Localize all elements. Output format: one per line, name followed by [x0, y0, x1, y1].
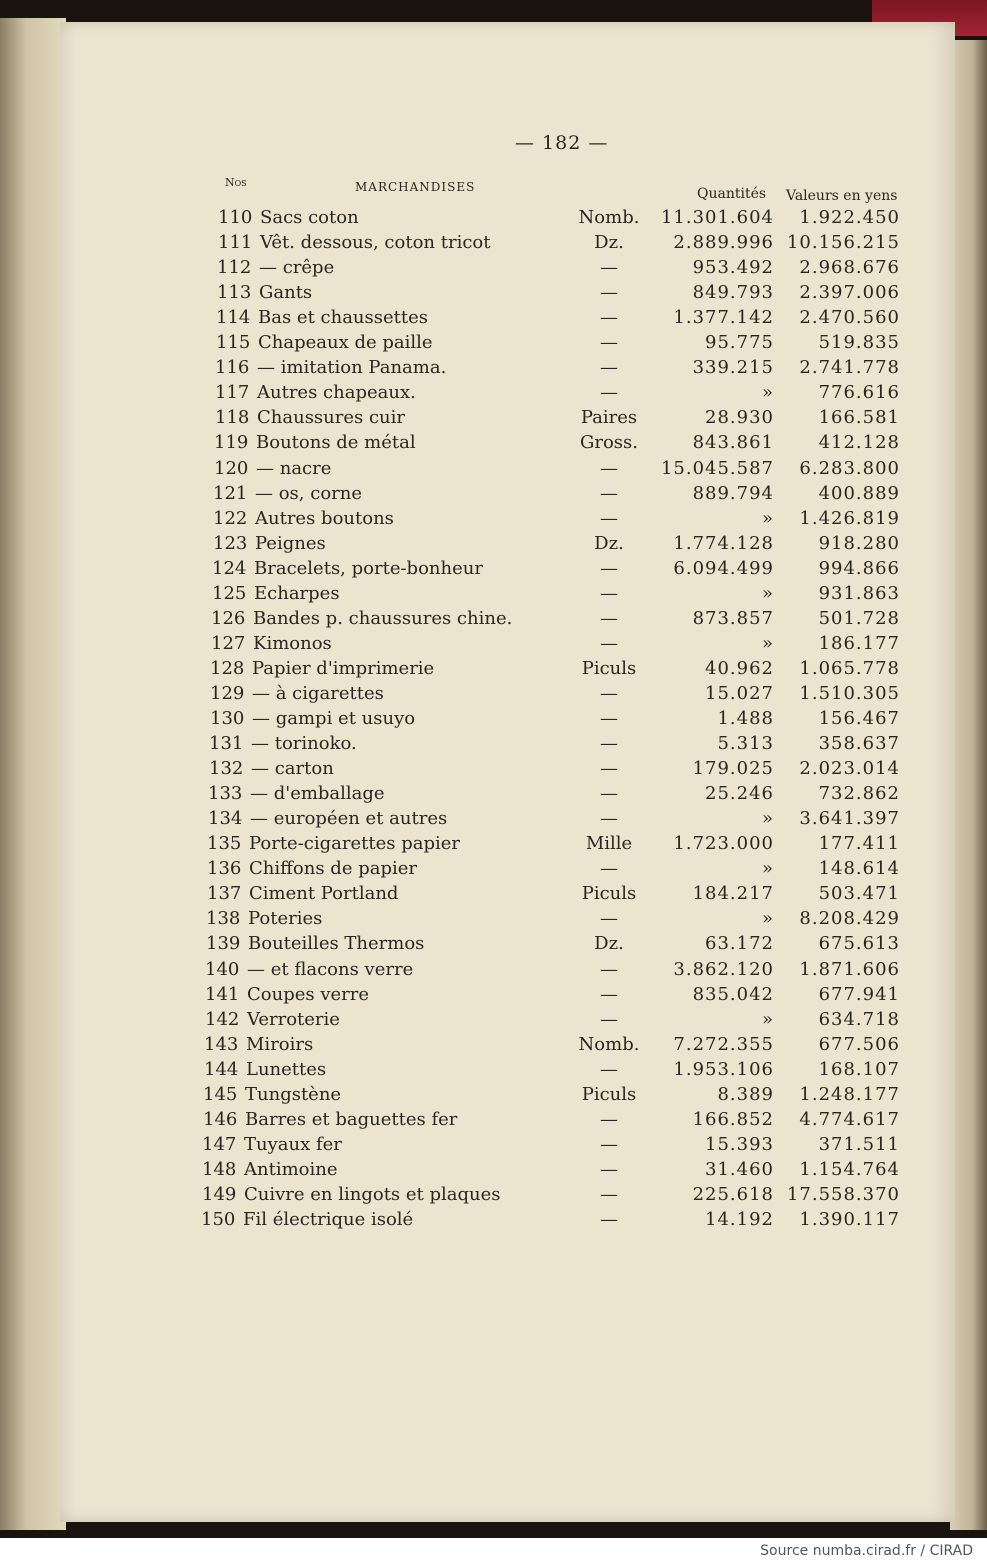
table-row: [202, 1183, 900, 1209]
row-number: 145: [203, 1083, 238, 1105]
row-number: 119: [214, 432, 249, 454]
merchandise-name: — carton: [251, 758, 334, 780]
book-edge-right: [950, 40, 987, 1530]
value-yens: 1.154.764: [799, 1158, 900, 1180]
merchandise-name: — et flacons verre: [247, 958, 414, 980]
unit: —: [600, 357, 618, 379]
quantity: 28.930: [705, 407, 774, 429]
table-row: [214, 432, 900, 457]
merchandise-name: Tungstène: [245, 1083, 342, 1105]
value-yens: 168.107: [818, 1058, 900, 1080]
value-yens: 8.208.429: [799, 908, 900, 930]
value-yens: 2.470.560: [799, 307, 900, 329]
table-row: [203, 1083, 900, 1109]
table-row: [210, 682, 900, 708]
value-yens: 3.641.397: [799, 808, 900, 830]
value-yens: 1.922.450: [799, 207, 900, 228]
value-yens: 1.248.177: [799, 1083, 900, 1105]
table-row: [204, 1033, 900, 1059]
unit: Paires: [580, 407, 638, 429]
table-row: [215, 382, 900, 407]
row-number: 114: [216, 307, 251, 329]
row-number: 140: [205, 958, 240, 980]
quantity: 166.852: [692, 1108, 774, 1130]
unit: Piculs: [581, 1083, 637, 1105]
merchandise-name: — européen et autres: [250, 808, 448, 830]
merchandise-name: Echarpes: [254, 582, 340, 604]
merchandise-name: — d'emballage: [250, 783, 385, 805]
unit: —: [600, 382, 618, 404]
merchandise-name: Gants: [259, 282, 313, 304]
table-row: [207, 883, 900, 908]
table-row: [214, 457, 900, 483]
unit: —: [600, 682, 618, 704]
quantity: 873.857: [692, 607, 774, 629]
table-row: [210, 708, 900, 733]
unit: Piculs: [581, 883, 637, 905]
unit: —: [600, 282, 618, 304]
quantity: 225.618: [692, 1183, 774, 1205]
row-number: 135: [207, 833, 242, 855]
merchandise-name: Bouteilles Thermos: [248, 933, 425, 955]
merchandise-name: — crêpe: [259, 257, 335, 279]
unit: —: [600, 307, 618, 329]
unit: —: [600, 257, 618, 279]
table-row: [207, 858, 900, 883]
quantity: »: [761, 858, 774, 880]
row-number: 116: [215, 357, 250, 379]
value-yens: 6.283.800: [799, 457, 900, 479]
merchandise-name: Miroirs: [246, 1033, 314, 1055]
row-number: 125: [212, 582, 247, 604]
row-number: 141: [205, 983, 240, 1005]
value-yens: 10.156.215: [786, 232, 900, 254]
value-yens: 400.889: [818, 482, 900, 504]
row-number: 136: [207, 858, 242, 880]
merchandise-name: Coupes verre: [247, 983, 370, 1005]
quantity: 184.217: [692, 883, 774, 905]
quantity: 1.953.106: [673, 1058, 774, 1080]
merchandise-name: — torinoko.: [251, 733, 357, 755]
header-marchandises: MARCHANDISES: [355, 180, 476, 194]
row-number: 123: [213, 532, 248, 554]
row-number: 131: [209, 733, 244, 755]
table-row: [220, 207, 900, 232]
merchandise-name: Peignes: [255, 532, 326, 554]
row-number: 147: [202, 1133, 237, 1155]
unit: —: [600, 482, 618, 504]
merchandise-name: Bandes p. chaussures chine.: [253, 607, 513, 629]
value-yens: 776.616: [818, 382, 900, 404]
merchandise-name: Porte-cigarettes papier: [249, 833, 461, 855]
table-row: [218, 307, 898, 332]
quantity: »: [761, 582, 774, 604]
table-row: [212, 582, 900, 608]
table-row: [206, 908, 900, 933]
unit: Dz.: [594, 532, 624, 554]
header-nos: Nos: [225, 176, 247, 189]
unit: —: [600, 607, 618, 629]
table-row: [204, 1058, 900, 1084]
quantity: 25.246: [705, 783, 774, 805]
value-yens: 412.128: [818, 432, 900, 454]
value-yens: 371.511: [818, 1133, 900, 1155]
row-number: 111: [218, 232, 253, 254]
value-yens: 634.718: [818, 1008, 900, 1030]
table-row: [203, 1108, 900, 1134]
merchandise-name: Vêt. dessous, coton tricot: [260, 232, 491, 254]
value-yens: 156.467: [818, 708, 900, 729]
row-number: 134: [208, 808, 243, 830]
merchandise-name: — imitation Panama.: [257, 357, 447, 379]
merchandise-name: — nacre: [256, 457, 332, 479]
quantity: 1.377.142: [673, 307, 774, 329]
value-yens: 931.863: [818, 582, 900, 604]
value-yens: 186.177: [818, 632, 900, 654]
quantity: 3.862.120: [673, 958, 774, 980]
book-edge-left: [0, 18, 66, 1530]
quantity: »: [761, 507, 774, 529]
merchandise-name: Antimoine: [244, 1158, 338, 1180]
merchandise-name: Boutons de métal: [256, 432, 416, 454]
table-row: [219, 282, 899, 307]
row-number: 139: [206, 933, 241, 955]
quantity: 31.460: [705, 1158, 774, 1180]
unit: Nomb.: [578, 1033, 640, 1055]
table-row: [213, 532, 900, 558]
quantity: 95.775: [705, 332, 774, 354]
row-number: 129: [210, 682, 245, 704]
unit: —: [600, 1008, 618, 1030]
quantity: 843.861: [692, 432, 774, 454]
quantity: 835.042: [692, 983, 774, 1005]
merchandise-name: Kimonos: [253, 632, 332, 654]
value-yens: 1.426.819: [799, 507, 900, 529]
value-yens: 17.558.370: [786, 1183, 900, 1205]
value-yens: 1.510.305: [799, 682, 900, 704]
quantity: 7.272.355: [673, 1033, 774, 1055]
merchandise-name: Papier d'imprimerie: [252, 657, 435, 679]
unit: —: [600, 1209, 618, 1230]
unit: —: [600, 958, 618, 980]
quantity: 1.723.000: [673, 833, 774, 855]
merchandise-name: Autres boutons: [255, 507, 394, 529]
value-yens: 2.968.676: [799, 257, 900, 279]
row-number: 130: [210, 708, 245, 729]
quantity: 2.889.996: [673, 232, 774, 254]
value-yens: 166.581: [818, 407, 900, 429]
quantity: »: [761, 632, 774, 654]
source-bar: [0, 1538, 987, 1566]
unit: —: [600, 758, 618, 780]
row-number: 146: [203, 1108, 238, 1130]
unit: —: [600, 332, 618, 354]
merchandise-name: Autres chapeaux.: [257, 382, 416, 404]
unit: Dz.: [594, 933, 624, 955]
table-row: [210, 657, 900, 683]
value-yens: 677.941: [818, 983, 900, 1005]
row-number: 144: [204, 1058, 239, 1080]
value-yens: 2.397.006: [799, 282, 900, 304]
row-number: 122: [213, 507, 248, 529]
value-yens: 2.023.014: [799, 758, 900, 780]
table-row: [201, 1209, 900, 1234]
merchandise-name: Tuyaux fer: [244, 1133, 342, 1155]
row-number: 124: [212, 557, 247, 579]
merchandise-name: Chiffons de papier: [249, 858, 417, 880]
quantity: »: [761, 1008, 774, 1030]
quantity: »: [761, 808, 774, 830]
quantity: 849.793: [692, 282, 774, 304]
merchandise-name: Sacs coton: [260, 207, 359, 228]
row-number: 149: [202, 1183, 237, 1205]
merchandise-name: — os, corne: [255, 482, 363, 504]
unit: Gross.: [579, 432, 639, 454]
merchandise-name: Poteries: [248, 908, 323, 930]
value-yens: 1.871.606: [799, 958, 900, 980]
quantity: 15.045.587: [660, 457, 774, 479]
table-row: [202, 1133, 900, 1159]
quantity: 11.301.604: [660, 207, 774, 228]
row-number: 137: [207, 883, 242, 905]
unit: —: [600, 1158, 618, 1180]
merchandise-name: Ciment Portland: [249, 883, 399, 905]
value-yens: 918.280: [818, 532, 900, 554]
quantity: »: [761, 908, 774, 930]
quantity: »: [761, 382, 774, 404]
value-yens: 677.506: [818, 1033, 900, 1055]
row-number: 132: [209, 758, 244, 780]
unit: —: [600, 457, 618, 479]
merchandise-name: — gampi et usuyo: [252, 708, 416, 729]
row-number: 113: [217, 282, 252, 304]
row-number: 133: [208, 783, 243, 805]
merchandise-name: Chapeaux de paille: [258, 332, 433, 354]
value-yens: 4.774.617: [799, 1108, 900, 1130]
unit: —: [600, 783, 618, 805]
table-row: [219, 257, 899, 282]
row-number: 110: [218, 207, 253, 228]
merchandise-name: Chaussures cuir: [257, 407, 406, 429]
quantity: 6.094.499: [673, 557, 774, 579]
unit: —: [600, 983, 618, 1005]
row-number: 148: [202, 1158, 237, 1180]
value-yens: 675.613: [818, 933, 900, 955]
merchandise-name: Bracelets, porte-bonheur: [254, 557, 483, 579]
table-row: [211, 607, 900, 633]
quantity: 14.192: [705, 1209, 774, 1230]
unit: —: [600, 858, 618, 880]
value-yens: 503.471: [818, 883, 900, 905]
row-number: 117: [215, 382, 250, 404]
row-number: 118: [215, 407, 250, 429]
value-yens: 994.866: [818, 557, 900, 579]
quantity: 889.794: [692, 482, 774, 504]
table-row: [208, 808, 900, 833]
table-row: [211, 632, 900, 658]
quantity: 8.389: [717, 1083, 774, 1105]
quantity: 40.962: [705, 657, 774, 679]
table-row: [205, 983, 900, 1009]
value-yens: 1.065.778: [799, 657, 900, 679]
table-row: [215, 407, 900, 432]
value-yens: 358.637: [818, 733, 900, 755]
table-row: [206, 933, 900, 958]
value-yens: 2.741.778: [799, 357, 900, 379]
unit: —: [600, 1183, 618, 1205]
unit: Piculs: [581, 657, 637, 679]
unit: —: [600, 1133, 618, 1155]
value-yens: 177.411: [818, 833, 900, 855]
header-valeurs: Valeurs en yens: [786, 188, 898, 204]
table-row: [202, 1158, 900, 1184]
table-row: [209, 758, 900, 783]
merchandise-name: Bas et chaussettes: [258, 307, 429, 329]
table-row: [205, 1008, 900, 1034]
row-number: 120: [214, 457, 249, 479]
table-row: [218, 332, 898, 357]
value-yens: 148.614: [818, 858, 900, 880]
quantity: 1.774.128: [673, 532, 774, 554]
table-row: [213, 482, 900, 508]
unit: —: [600, 507, 618, 529]
table-row: [205, 958, 900, 984]
unit: —: [600, 632, 618, 654]
row-number: 143: [204, 1033, 239, 1055]
unit: Dz.: [594, 232, 624, 254]
unit: —: [600, 808, 618, 830]
table-row: [207, 833, 900, 858]
row-number: 142: [205, 1008, 240, 1030]
table-row: [209, 733, 900, 758]
value-yens: 501.728: [818, 607, 900, 629]
row-number: 121: [213, 482, 248, 504]
unit: —: [600, 582, 618, 604]
quantity: 15.027: [705, 682, 774, 704]
unit: —: [600, 557, 618, 579]
unit: Nomb.: [578, 207, 640, 228]
table-row: [213, 507, 900, 533]
unit: —: [600, 1058, 618, 1080]
merchandise-name: Fil électrique isolé: [243, 1209, 414, 1230]
unit: —: [600, 733, 618, 755]
merchandise-name: Lunettes: [246, 1058, 327, 1080]
merchandise-name: Barres et baguettes fer: [245, 1108, 458, 1130]
unit: —: [600, 708, 618, 729]
table-row: [215, 357, 900, 382]
row-number: 115: [216, 332, 251, 354]
unit: —: [600, 1108, 618, 1130]
quantity: 1.488: [717, 708, 774, 729]
quantity: 179.025: [692, 758, 774, 780]
merchandise-name: — à cigarettes: [252, 682, 384, 704]
page-number: — 182 —: [515, 132, 609, 154]
unit: Mille: [585, 833, 633, 855]
header-quantites: Quantités: [697, 186, 767, 202]
row-number: 112: [217, 257, 252, 279]
value-yens: 519.835: [818, 332, 900, 354]
merchandise-name: Cuivre en lingots et plaques: [244, 1183, 501, 1205]
quantity: 15.393: [705, 1133, 774, 1155]
value-yens: 1.390.117: [799, 1209, 900, 1230]
table-row: [208, 783, 900, 808]
quantity: 63.172: [705, 933, 774, 955]
row-number: 128: [210, 657, 245, 679]
quantity: 953.492: [692, 257, 774, 279]
row-number: 127: [211, 632, 246, 654]
source-credit[interactable]: Source numba.cirad.fr / CIRAD: [760, 1543, 973, 1559]
merchandise-name: Verroterie: [247, 1008, 340, 1030]
row-number: 126: [211, 607, 246, 629]
unit: —: [600, 908, 618, 930]
quantity: 339.215: [692, 357, 774, 379]
table-row: [212, 557, 900, 583]
row-number: 138: [206, 908, 241, 930]
row-number: 150: [201, 1209, 236, 1230]
quantity: 5.313: [717, 733, 774, 755]
table-row: [220, 232, 900, 257]
value-yens: 732.862: [818, 783, 900, 805]
